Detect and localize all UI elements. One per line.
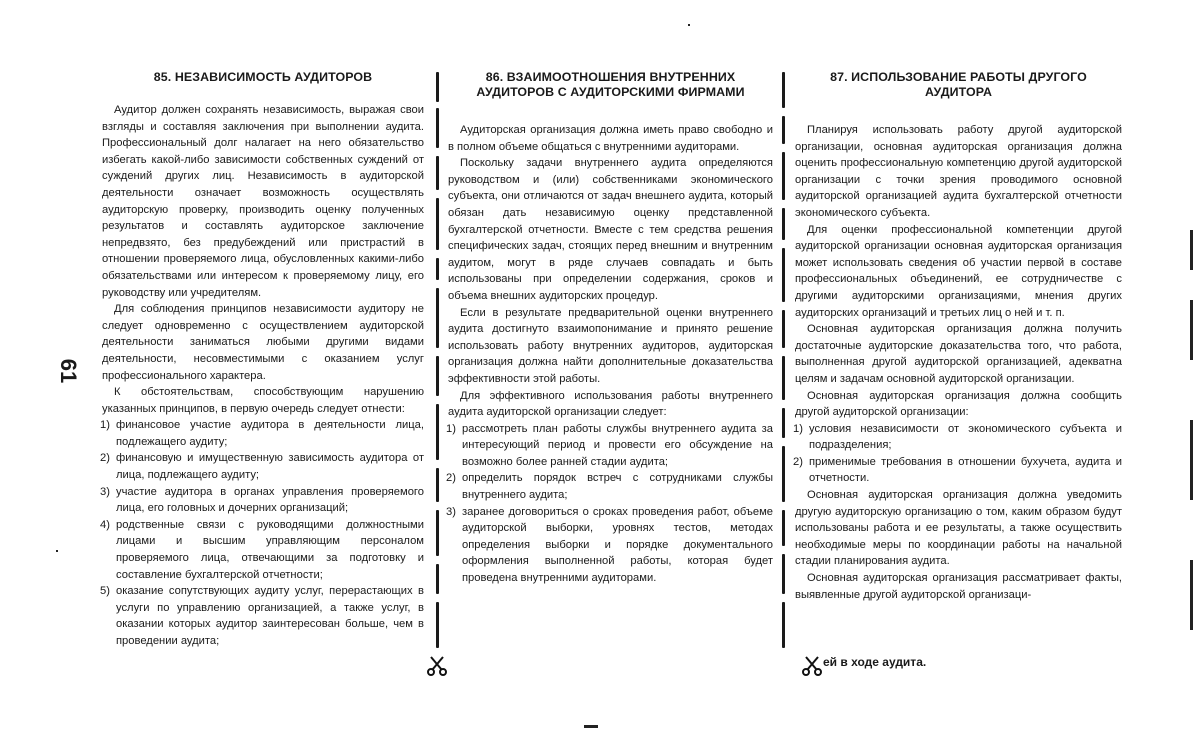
list-item-text: финансовую и имущественную зависимость аудитора от лица, подлежащего аудиту; (116, 452, 424, 482)
column-divider (782, 116, 785, 144)
column-divider (436, 198, 439, 250)
requirements-list (795, 421, 1122, 487)
scan-speck (56, 550, 58, 552)
list-item-text: участие аудитора в органах управления проверяемого лица, его головных и дочерних организаций; (116, 485, 424, 515)
list-item-text: определить порядок встреч с сотрудниками службы внутреннего аудита; (462, 472, 773, 502)
paragraph: Аудиторская организация должна иметь право свободно и в полном объеме общаться с внутренними аудиторами. (448, 124, 773, 153)
paragraph: Если в результате предварительной оценки внутреннего аудита достигнуто взаимопонимание и принято решение использовать работу внутренних аудиторов, аудиторская организация должна найти дополнительные доказательства эффективности этой работы. (448, 306, 773, 385)
list-item-number: 1) (100, 419, 110, 432)
list-item-text: применимые требования в отношении бухучета, аудита и отчетности. (809, 455, 1122, 485)
section-85-heading: 85. НЕЗАВИСИМОСТЬ АУДИТОРОВ (153, 70, 373, 84)
scan-speck (1190, 420, 1193, 500)
paragraph: Для соблюдения принципов независимости аудитору не следует одновременно с осуществлением аудиторской деятельности заниматься любыми другими видами деятельности, несовместимыми с оказанием услуг профессионального характера. (102, 303, 424, 382)
column-divider (782, 408, 785, 438)
list-item-text: родственные связи с руководящими должностными лицами и высшим управляющим персоналом проверяемого лица, отвечающими за подготовку и составление бухгалтерской отчетности; (116, 518, 424, 581)
steps-list (448, 421, 773, 587)
section-87 (795, 70, 1122, 603)
list-item-number: 3) (446, 505, 456, 518)
paragraph: К обстоятельствам, способствующим нарушению указанных принципов, в первую очередь следует отнести: (102, 386, 424, 415)
column-divider (436, 258, 439, 280)
column-divider (782, 310, 785, 348)
list-item-number: 1) (793, 422, 803, 435)
column-divider (782, 356, 785, 400)
page-number: 61 (56, 358, 82, 384)
paragraph: Для эффективного использования работы внутреннего аудита аудиторской организации следует: (448, 389, 773, 419)
column-divider (436, 156, 439, 190)
column-divider (436, 356, 439, 396)
column-divider (782, 446, 785, 502)
column-divider (436, 510, 439, 556)
list-item-text: условия независимости от экономического субъекта и подразделения; (809, 422, 1122, 452)
column-divider (782, 208, 785, 240)
list-item-text: финансовое участие аудитора в деятельности лица, подлежащего аудиту; (116, 419, 424, 448)
list-item (102, 450, 424, 483)
paragraph: Основная аудиторская организация должна уведомить другую аудиторскую организацию о том, каким образом будут использованы работа и ее результаты, а также осуществить необходимые меры по координации работы на начальной стадии планирования аудита. (795, 489, 1122, 568)
scan-speck (1190, 230, 1193, 270)
list-item (102, 484, 424, 517)
list-item-number: 2) (793, 455, 803, 468)
scan-speck (584, 725, 598, 728)
list-item-number: 4) (100, 518, 110, 531)
paragraph: Для оценки профессиональной компетенции другой аудиторской организации основная аудиторская организация может использовать сведения об участии первой в составе профессиональных объединений, ее сотрудничестве с другими аудиторскими организациями, мнения других аудиторских организаций и третьих лиц о ней и т. п. (795, 223, 1122, 319)
scissors-icon (801, 655, 823, 677)
list-item-number: 5) (100, 585, 110, 598)
list-item (795, 454, 1122, 487)
list-item (448, 504, 773, 587)
continuation-tail: ей в ходе аудита. (823, 655, 927, 669)
column-divider (782, 72, 785, 108)
column-divider (782, 510, 785, 546)
scan-speck (1190, 560, 1193, 630)
list-item-text: оказание сопутствующих аудиту услуг, перерастающих в услуги по управлению организацией, а также услуг, в оказании которых аудитор заинтересован больше, чем в проведении аудита; (116, 585, 424, 647)
paragraph: Основная аудиторская организация должна сообщить другой аудиторской организации: (795, 389, 1122, 419)
column-divider (782, 554, 785, 594)
factors-list (102, 417, 424, 649)
column-divider (436, 404, 439, 460)
list-item (448, 421, 773, 471)
section-87-heading: 87. ИСПОЛЬЗОВАНИЕ РАБОТЫ ДРУГОГО АУДИТОРА (830, 70, 1087, 99)
list-item-text: рассмотреть план работы службы внутреннего аудита за интересующий период и провести его обсуждение на возможно более ранней стадии аудита; (462, 422, 773, 468)
scissors-icon (426, 655, 448, 677)
list-item-number: 3) (100, 485, 110, 498)
paragraph: Основная аудиторская организация рассматривает факты, выявленные другой аудиторской организаци- (795, 572, 1122, 601)
list-item-text: заранее договориться о сроках проведения работ, объеме аудиторской выборки, уровнях тестов, методах определения выборки и порядке документального оформления выполненной работы, которая будет проведена внутренними аудиторами. (462, 505, 773, 585)
list-item-number: 2) (100, 452, 110, 465)
column-divider (436, 468, 439, 502)
paragraph: Аудитор должен сохранять независимость, выражая свои взгляды и составляя заключения при выполнении аудита. Профессиональный долг налагает на него обязательство избегать какой-либо зависимости собственных суждений от суждений других лиц. Независимость в аудиторской деятельности означает возможность осуществлять аудиторскую проверку, производить оценку полученных результатов и составлять аудиторское заключение непредвзято, без предубеждений или пристрастий в отношении проверяемого лица, обусловленных какими-либо обязательствами или интересом к проверяемому лицу, его руководству или учредителям. (102, 104, 424, 299)
paragraph: Планируя использовать работу другой аудиторской организации, основная аудиторская организация должна оценить профессиональную компетенцию другой аудиторской организации с точки зрения проводимого основной аудиторской организацией аудита бухгалтерской отчетности экономического субъекта. (795, 124, 1122, 219)
column-divider (436, 564, 439, 594)
column-divider (782, 152, 785, 200)
list-item (102, 417, 424, 450)
section-86 (448, 70, 773, 587)
column-divider (782, 248, 785, 302)
paragraph: Основная аудиторская организация должна получить достаточные аудиторские доказательства того, что работа, выполненная другой аудиторской организацией, адекватна целям и задачам основной аудиторской организации. (795, 323, 1122, 385)
scan-speck (688, 24, 690, 26)
paragraph: Поскольку задачи внутреннего аудита определяются руководством и (или) собственниками экономического субъекта, они отличаются от задач внешнего аудита, который обязан дать независимую оценку представленной бухгалтерской отчетности. Вместе с тем средства решения специфических задач, стоящих перед внешним и внутренним аудитом, могут в ряде случаев совпадать и быть использованы при определении содержания, сроков и объема внешних аудиторских процедур. (448, 157, 773, 302)
list-item (448, 470, 773, 503)
column-divider (436, 108, 439, 148)
list-item (102, 517, 424, 583)
list-item (795, 421, 1122, 454)
column-divider (436, 602, 439, 648)
list-item (102, 583, 424, 649)
section-86-heading: 86. ВЗАИМООТНОШЕНИЯ ВНУТРЕННИХ АУДИТОРОВ С АУДИТОРСКИМИ ФИРМАМИ (476, 70, 745, 99)
column-divider (436, 72, 439, 102)
scan-speck (1190, 300, 1193, 360)
section-85 (102, 70, 424, 650)
column-divider (436, 288, 439, 348)
list-item-number: 2) (446, 472, 456, 485)
column-divider (782, 602, 785, 648)
list-item-number: 1) (446, 422, 456, 435)
